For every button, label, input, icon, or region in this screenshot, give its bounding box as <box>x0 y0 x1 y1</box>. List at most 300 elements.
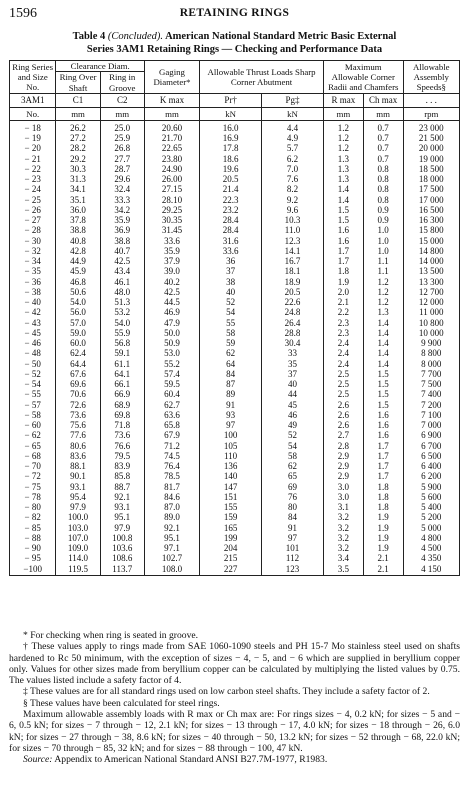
table-cell: 215 <box>200 553 262 563</box>
table-cell: 31.3 <box>56 174 100 184</box>
table-cell: − 75 <box>10 482 56 492</box>
table-cell: 33.6 <box>144 236 199 246</box>
table-cell: 21.70 <box>144 133 199 143</box>
table-cell: 40.2 <box>144 277 199 287</box>
page-header <box>9 6 460 22</box>
table-row <box>10 461 460 471</box>
table-cell: 30.3 <box>56 164 100 174</box>
table-cell: 1.7 <box>323 246 363 256</box>
table-cell: 27.2 <box>56 133 100 143</box>
table-cell: 60.0 <box>56 338 100 348</box>
table-cell: 91 <box>262 523 324 533</box>
table-cell: 40.8 <box>56 236 100 246</box>
table-cell: 165 <box>200 523 262 533</box>
table-cell: 26.4 <box>262 318 324 328</box>
table-cell: 3.1 <box>323 502 363 512</box>
table-cell: 84.6 <box>144 492 199 502</box>
table-cell: 1.8 <box>363 482 403 492</box>
table-cell: 22.6 <box>262 297 324 307</box>
table-row <box>10 205 460 215</box>
table-cell: 101 <box>262 543 324 553</box>
table-cell: − 52 <box>10 369 56 379</box>
table-row <box>10 174 460 184</box>
table-cell: 7 500 <box>403 379 459 389</box>
table-cell: 14.1 <box>262 246 324 256</box>
table-cell: 66.9 <box>100 389 144 399</box>
concluded-label: (Concluded). <box>107 31 164 42</box>
table-cell: 30.4 <box>262 338 324 348</box>
table-cell: 100.8 <box>100 533 144 543</box>
table-row <box>10 512 460 522</box>
table-cell: 11 000 <box>403 307 459 317</box>
table-cell: 1.7 <box>363 451 403 461</box>
table-cell: 3.0 <box>323 492 363 502</box>
table-cell: 97 <box>262 533 324 543</box>
table-cell: 33.6 <box>200 246 262 256</box>
table-cell: 1.6 <box>323 225 363 235</box>
table-cell: 17 500 <box>403 184 459 194</box>
table-cell: 140 <box>200 471 262 481</box>
table-cell: 3.2 <box>323 543 363 553</box>
table-cell: 53.2 <box>100 307 144 317</box>
symbol-cell: Pg‡ <box>262 93 324 107</box>
table-cell: 1.6 <box>323 236 363 246</box>
table-cell: 1.8 <box>363 492 403 502</box>
table-cell: 71.8 <box>100 420 144 430</box>
table-cell: 2.1 <box>363 553 403 563</box>
table-cell: 24.90 <box>144 164 199 174</box>
table-cell: 21.4 <box>200 184 262 194</box>
table-cell: 1.9 <box>323 277 363 287</box>
table-cell: 44.5 <box>144 297 199 307</box>
table-cell: 52 <box>262 430 324 440</box>
note-star: * For checking when ring is seated in groove. <box>23 630 199 641</box>
table-cell: 1.0 <box>363 225 403 235</box>
table-row <box>10 441 460 451</box>
table-cell: 102.7 <box>144 553 199 563</box>
unit-cell: mm <box>363 107 403 120</box>
table-cell: 0.9 <box>363 205 403 215</box>
table-cell: 20 000 <box>403 143 459 153</box>
table-cell: 64.4 <box>56 359 100 369</box>
table-cell: 68.9 <box>100 400 144 410</box>
table-number: Table 4 <box>72 31 106 42</box>
table-cell: 3.2 <box>323 523 363 533</box>
unit-row <box>10 107 460 120</box>
table-cell: 59 <box>200 338 262 348</box>
symbol-cell: C2 <box>100 93 144 107</box>
symbol-cell: K max <box>144 93 199 107</box>
table-cell: 76.6 <box>100 441 144 451</box>
table-cell: 26.2 <box>56 120 100 133</box>
table-cell: 8 800 <box>403 348 459 358</box>
table-cell: 100.0 <box>56 512 100 522</box>
table-cell: 42.8 <box>56 246 100 256</box>
table-cell: 6 700 <box>403 441 459 451</box>
table-cell: 89 <box>200 389 262 399</box>
table-cell: 16 300 <box>403 215 459 225</box>
table-cell: 65.8 <box>144 420 199 430</box>
table-cell: 27.7 <box>100 154 144 164</box>
table-cell: 199 <box>200 533 262 543</box>
table-cell: − 45 <box>10 328 56 338</box>
table-row <box>10 154 460 164</box>
table-cell: 93.1 <box>56 482 100 492</box>
table-row <box>10 564 460 576</box>
table-cell: 1.5 <box>323 205 363 215</box>
table-cell: 0.7 <box>363 120 403 133</box>
table-cell: 23.80 <box>144 154 199 164</box>
table-cell: 57.4 <box>144 369 199 379</box>
table-cell: 37.8 <box>56 215 100 225</box>
table-cell: 70.6 <box>56 389 100 399</box>
table-row <box>10 533 460 543</box>
table-cell: 0.7 <box>363 133 403 143</box>
table-cell: 32.4 <box>100 184 144 194</box>
col-header-over-shaft: Ring Over Shaft <box>56 72 100 94</box>
table-cell: 18.9 <box>262 277 324 287</box>
table-cell: 1.8 <box>323 266 363 276</box>
unit-cell: mm <box>323 107 363 120</box>
table-row <box>10 451 460 461</box>
table-cell: 33.3 <box>100 195 144 205</box>
table-cell: 85.8 <box>100 471 144 481</box>
table-cell: 1.2 <box>363 287 403 297</box>
table-cell: 8 000 <box>403 359 459 369</box>
table-cell: 18 500 <box>403 164 459 174</box>
table-cell: − 80 <box>10 502 56 512</box>
table-cell: 54 <box>200 307 262 317</box>
table-cell: 2.3 <box>323 318 363 328</box>
table-cell: 151 <box>200 492 262 502</box>
table-cell: 27.15 <box>144 184 199 194</box>
table-cell: 3.2 <box>323 533 363 543</box>
table-cell: 65 <box>262 471 324 481</box>
table-cell: 47.9 <box>144 318 199 328</box>
table-cell: 92.1 <box>144 523 199 533</box>
table-cell: 87.0 <box>144 502 199 512</box>
table-cell: 42.5 <box>144 287 199 297</box>
table-cell: − 21 <box>10 154 56 164</box>
table-cell: 1.2 <box>363 297 403 307</box>
table-row <box>10 164 460 174</box>
table-cell: 81.7 <box>144 482 199 492</box>
table-cell: − 90 <box>10 543 56 553</box>
table-title-line1 <box>10 30 459 43</box>
table-cell: 2.1 <box>323 297 363 307</box>
table-cell: 78.5 <box>144 471 199 481</box>
table-cell: 7.6 <box>262 174 324 184</box>
table-cell: 48.0 <box>100 287 144 297</box>
table-cell: 17 000 <box>403 195 459 205</box>
table-cell: 105 <box>200 441 262 451</box>
table-cell: 28.4 <box>200 215 262 225</box>
table-cell: 1.4 <box>363 338 403 348</box>
table-cell: 40 <box>200 287 262 297</box>
table-cell: 79.5 <box>100 451 144 461</box>
table-cell: 12.3 <box>262 236 324 246</box>
table-cell: 7 400 <box>403 389 459 399</box>
table-cell: 84 <box>262 512 324 522</box>
table-cell: 7 100 <box>403 410 459 420</box>
table-cell: 62 <box>200 348 262 358</box>
table-cell: 1.4 <box>323 184 363 194</box>
table-cell: 38.8 <box>56 225 100 235</box>
table-cell: 93.1 <box>100 502 144 512</box>
table-cell: 1.6 <box>363 410 403 420</box>
unit-cell: rpm <box>403 107 459 120</box>
table-cell: 62.4 <box>56 348 100 358</box>
table-row <box>10 471 460 481</box>
table-cell: 39.0 <box>144 266 199 276</box>
table-cell: − 26 <box>10 205 56 215</box>
note-dagger: † These values apply to rings made from SAE 1060-1090 steels and PH 15-7 Mo stainless steel used on shafts hardened to Rc 50 minimum, with the exception of sizes − 4, − 5, and − 6 which are supplied in beryllium copper only. Values for other sizes made from beryllium copper can be calculated by multiplying the listed values by 0.75. The values listed include a safety factor of 4. <box>9 641 460 687</box>
table-row <box>10 266 460 276</box>
table-cell: 63.6 <box>144 410 199 420</box>
table-cell: 12 700 <box>403 287 459 297</box>
table-cell: 46.8 <box>56 277 100 287</box>
table-cell: 80.6 <box>56 441 100 451</box>
unit-cell: No. <box>10 107 56 120</box>
table-cell: 204 <box>200 543 262 553</box>
table-row <box>10 492 460 502</box>
source-text: Appendix to American National Standard ANSI B27.7M-1977, R1983. <box>54 754 328 766</box>
table-row <box>10 236 460 246</box>
table-cell: 0.9 <box>363 215 403 225</box>
table-cell: − 50 <box>10 359 56 369</box>
table-cell: 46 <box>262 410 324 420</box>
table-row <box>10 420 460 430</box>
table-cell: 136 <box>200 461 262 471</box>
table-row <box>10 553 460 563</box>
table-cell: 55.2 <box>144 359 199 369</box>
table-cell: 113.7 <box>100 564 144 576</box>
table-cell: 2.0 <box>323 287 363 297</box>
table-cell: 69 <box>262 482 324 492</box>
table-cell: − 25 <box>10 195 56 205</box>
running-head: RETAINING RINGS <box>179 7 290 19</box>
table-cell: 2.9 <box>323 461 363 471</box>
table-cell: − 55 <box>10 389 56 399</box>
table-cell: − 40 <box>10 297 56 307</box>
table-cell: 6 500 <box>403 451 459 461</box>
table-cell: 6 900 <box>403 430 459 440</box>
table-cell: 31.6 <box>200 236 262 246</box>
col-header-assembly: Allowable Assembly Speeds§ <box>403 61 459 94</box>
table-cell: 1.3 <box>323 154 363 164</box>
table-cell: 26.8 <box>100 143 144 153</box>
table-cell: − 43 <box>10 318 56 328</box>
table-cell: 1.2 <box>323 143 363 153</box>
table-row <box>10 307 460 317</box>
table-cell: 2.5 <box>323 389 363 399</box>
table-cell: 97 <box>200 420 262 430</box>
table-cell: 108.6 <box>100 553 144 563</box>
table-cell: 42.5 <box>100 256 144 266</box>
table-cell: 0.8 <box>363 164 403 174</box>
table-cell: 28.2 <box>56 143 100 153</box>
table-cell: 1.5 <box>363 400 403 410</box>
table-cell: −100 <box>10 564 56 576</box>
unit-cell: mm <box>144 107 199 120</box>
table-cell: 54.0 <box>56 297 100 307</box>
table-cell: 12 000 <box>403 297 459 307</box>
table-cell: 2.4 <box>323 348 363 358</box>
table-cell: 88.1 <box>56 461 100 471</box>
source-label: Source: <box>23 754 53 766</box>
table-cell: 13 500 <box>403 266 459 276</box>
table-cell: 37 <box>262 369 324 379</box>
table-cell: 88.7 <box>100 482 144 492</box>
table-cell: 1.1 <box>363 266 403 276</box>
table-cell: 40.7 <box>100 246 144 256</box>
table-cell: 2.9 <box>323 471 363 481</box>
table-cell: 16.7 <box>262 256 324 266</box>
table-cell: − 68 <box>10 451 56 461</box>
table-cell: 4.4 <box>262 120 324 133</box>
table-cell: 1.4 <box>363 359 403 369</box>
table-cell: 5 600 <box>403 492 459 502</box>
table-cell: 89.0 <box>144 512 199 522</box>
symbol-cell: Pr† <box>200 93 262 107</box>
table-cell: 29.2 <box>56 154 100 164</box>
table-row <box>10 359 460 369</box>
table-cell: − 58 <box>10 410 56 420</box>
table-cell: 16 500 <box>403 205 459 215</box>
table-cell: 1.8 <box>363 502 403 512</box>
symbol-row <box>10 93 460 107</box>
table-cell: 28.4 <box>200 225 262 235</box>
unit-cell: kN <box>200 107 262 120</box>
table-cell: 1.4 <box>363 328 403 338</box>
table-cell: 107.0 <box>56 533 100 543</box>
table-cell: − 32 <box>10 246 56 256</box>
table-cell: 123 <box>262 564 324 576</box>
table-cell: 6 200 <box>403 471 459 481</box>
table-row <box>10 543 460 553</box>
table-cell: 25.9 <box>100 133 144 143</box>
table-cell: 2.4 <box>323 359 363 369</box>
col-header-ring-series: Ring Series and Size No. <box>10 61 56 94</box>
table-cell: 29.6 <box>100 174 144 184</box>
table-cell: 2.6 <box>323 410 363 420</box>
table-row <box>10 195 460 205</box>
table-cell: 19 000 <box>403 154 459 164</box>
table-cell: 50.0 <box>144 328 199 338</box>
table-cell: 35 <box>262 359 324 369</box>
table-cell: − 35 <box>10 266 56 276</box>
table-cell: 56.8 <box>100 338 144 348</box>
table-cell: 40 <box>262 379 324 389</box>
table-cell: 2.5 <box>323 369 363 379</box>
table-cell: 80 <box>262 502 324 512</box>
table-cell: 9.6 <box>262 205 324 215</box>
table-cell: 54.0 <box>100 318 144 328</box>
table-row <box>10 120 460 133</box>
table-cell: − 30 <box>10 236 56 246</box>
table-cell: − 48 <box>10 348 56 358</box>
table-cell: 114.0 <box>56 553 100 563</box>
col-header-in-groove: Ring in Groove <box>100 72 144 94</box>
table-cell: 52 <box>200 297 262 307</box>
table-cell: 0.7 <box>363 154 403 164</box>
table-cell: 1.5 <box>323 215 363 225</box>
table-cell: 28.7 <box>100 164 144 174</box>
table-cell: 5 400 <box>403 502 459 512</box>
table-cell: 61.1 <box>100 359 144 369</box>
symbol-cell: . . . <box>403 93 459 107</box>
symbol-cell: Ch max <box>363 93 403 107</box>
table-cell: 16.9 <box>200 133 262 143</box>
table-cell: 103.6 <box>100 543 144 553</box>
table-cell: 2.6 <box>323 420 363 430</box>
table-cell: 100 <box>200 430 262 440</box>
table-cell: 34.2 <box>100 205 144 215</box>
table-cell: 53.0 <box>144 348 199 358</box>
table-cell: 5 200 <box>403 512 459 522</box>
table-cell: 2.2 <box>323 307 363 317</box>
table-cell: − 65 <box>10 441 56 451</box>
table-cell: 15 800 <box>403 225 459 235</box>
table-cell: 51.3 <box>100 297 144 307</box>
table-cell: 4 500 <box>403 543 459 553</box>
table-cell: − 42 <box>10 307 56 317</box>
table-cell: 1.9 <box>363 523 403 533</box>
table-cell: 1.7 <box>363 471 403 481</box>
table-cell: 28.10 <box>144 195 199 205</box>
table-cell: − 78 <box>10 492 56 502</box>
table-row <box>10 184 460 194</box>
table-cell: 1.3 <box>363 307 403 317</box>
table-cell: 67.9 <box>144 430 199 440</box>
table-cell: 10 800 <box>403 318 459 328</box>
table-row <box>10 297 460 307</box>
table-cell: 1.2 <box>323 120 363 133</box>
table-cell: 3.5 <box>323 564 363 576</box>
table-cell: − 22 <box>10 164 56 174</box>
table-cell: 2.3 <box>323 328 363 338</box>
table-cell: − 20 <box>10 143 56 153</box>
table-cell: 23 000 <box>403 120 459 133</box>
table-cell: − 57 <box>10 400 56 410</box>
table-cell: 64 <box>200 359 262 369</box>
table-cell: 46.9 <box>144 307 199 317</box>
table-cell: 1.6 <box>363 430 403 440</box>
table-cell: 50.9 <box>144 338 199 348</box>
table-cell: 1.3 <box>323 174 363 184</box>
table-cell: 2.7 <box>323 430 363 440</box>
table-title <box>10 30 459 56</box>
table-row <box>10 246 460 256</box>
table-cell: 72.6 <box>56 400 100 410</box>
table-cell: 1.7 <box>363 461 403 471</box>
table-cell: 55 <box>200 318 262 328</box>
table-cell: 83.6 <box>56 451 100 461</box>
table-row <box>10 389 460 399</box>
table-row <box>10 338 460 348</box>
group-header-thrust: Allowable Thrust Loads Sharp Corner Abutment <box>200 61 324 94</box>
table-cell: 9 900 <box>403 338 459 348</box>
table-cell: 4 350 <box>403 553 459 563</box>
table-cell: 18 000 <box>403 174 459 184</box>
table-cell: 97.9 <box>100 523 144 533</box>
table-cell: 5 000 <box>403 523 459 533</box>
table-cell: 1.9 <box>363 533 403 543</box>
table-row <box>10 482 460 492</box>
table-cell: 66.1 <box>100 379 144 389</box>
table-cell: 6.2 <box>262 154 324 164</box>
table-cell: 29.25 <box>144 205 199 215</box>
